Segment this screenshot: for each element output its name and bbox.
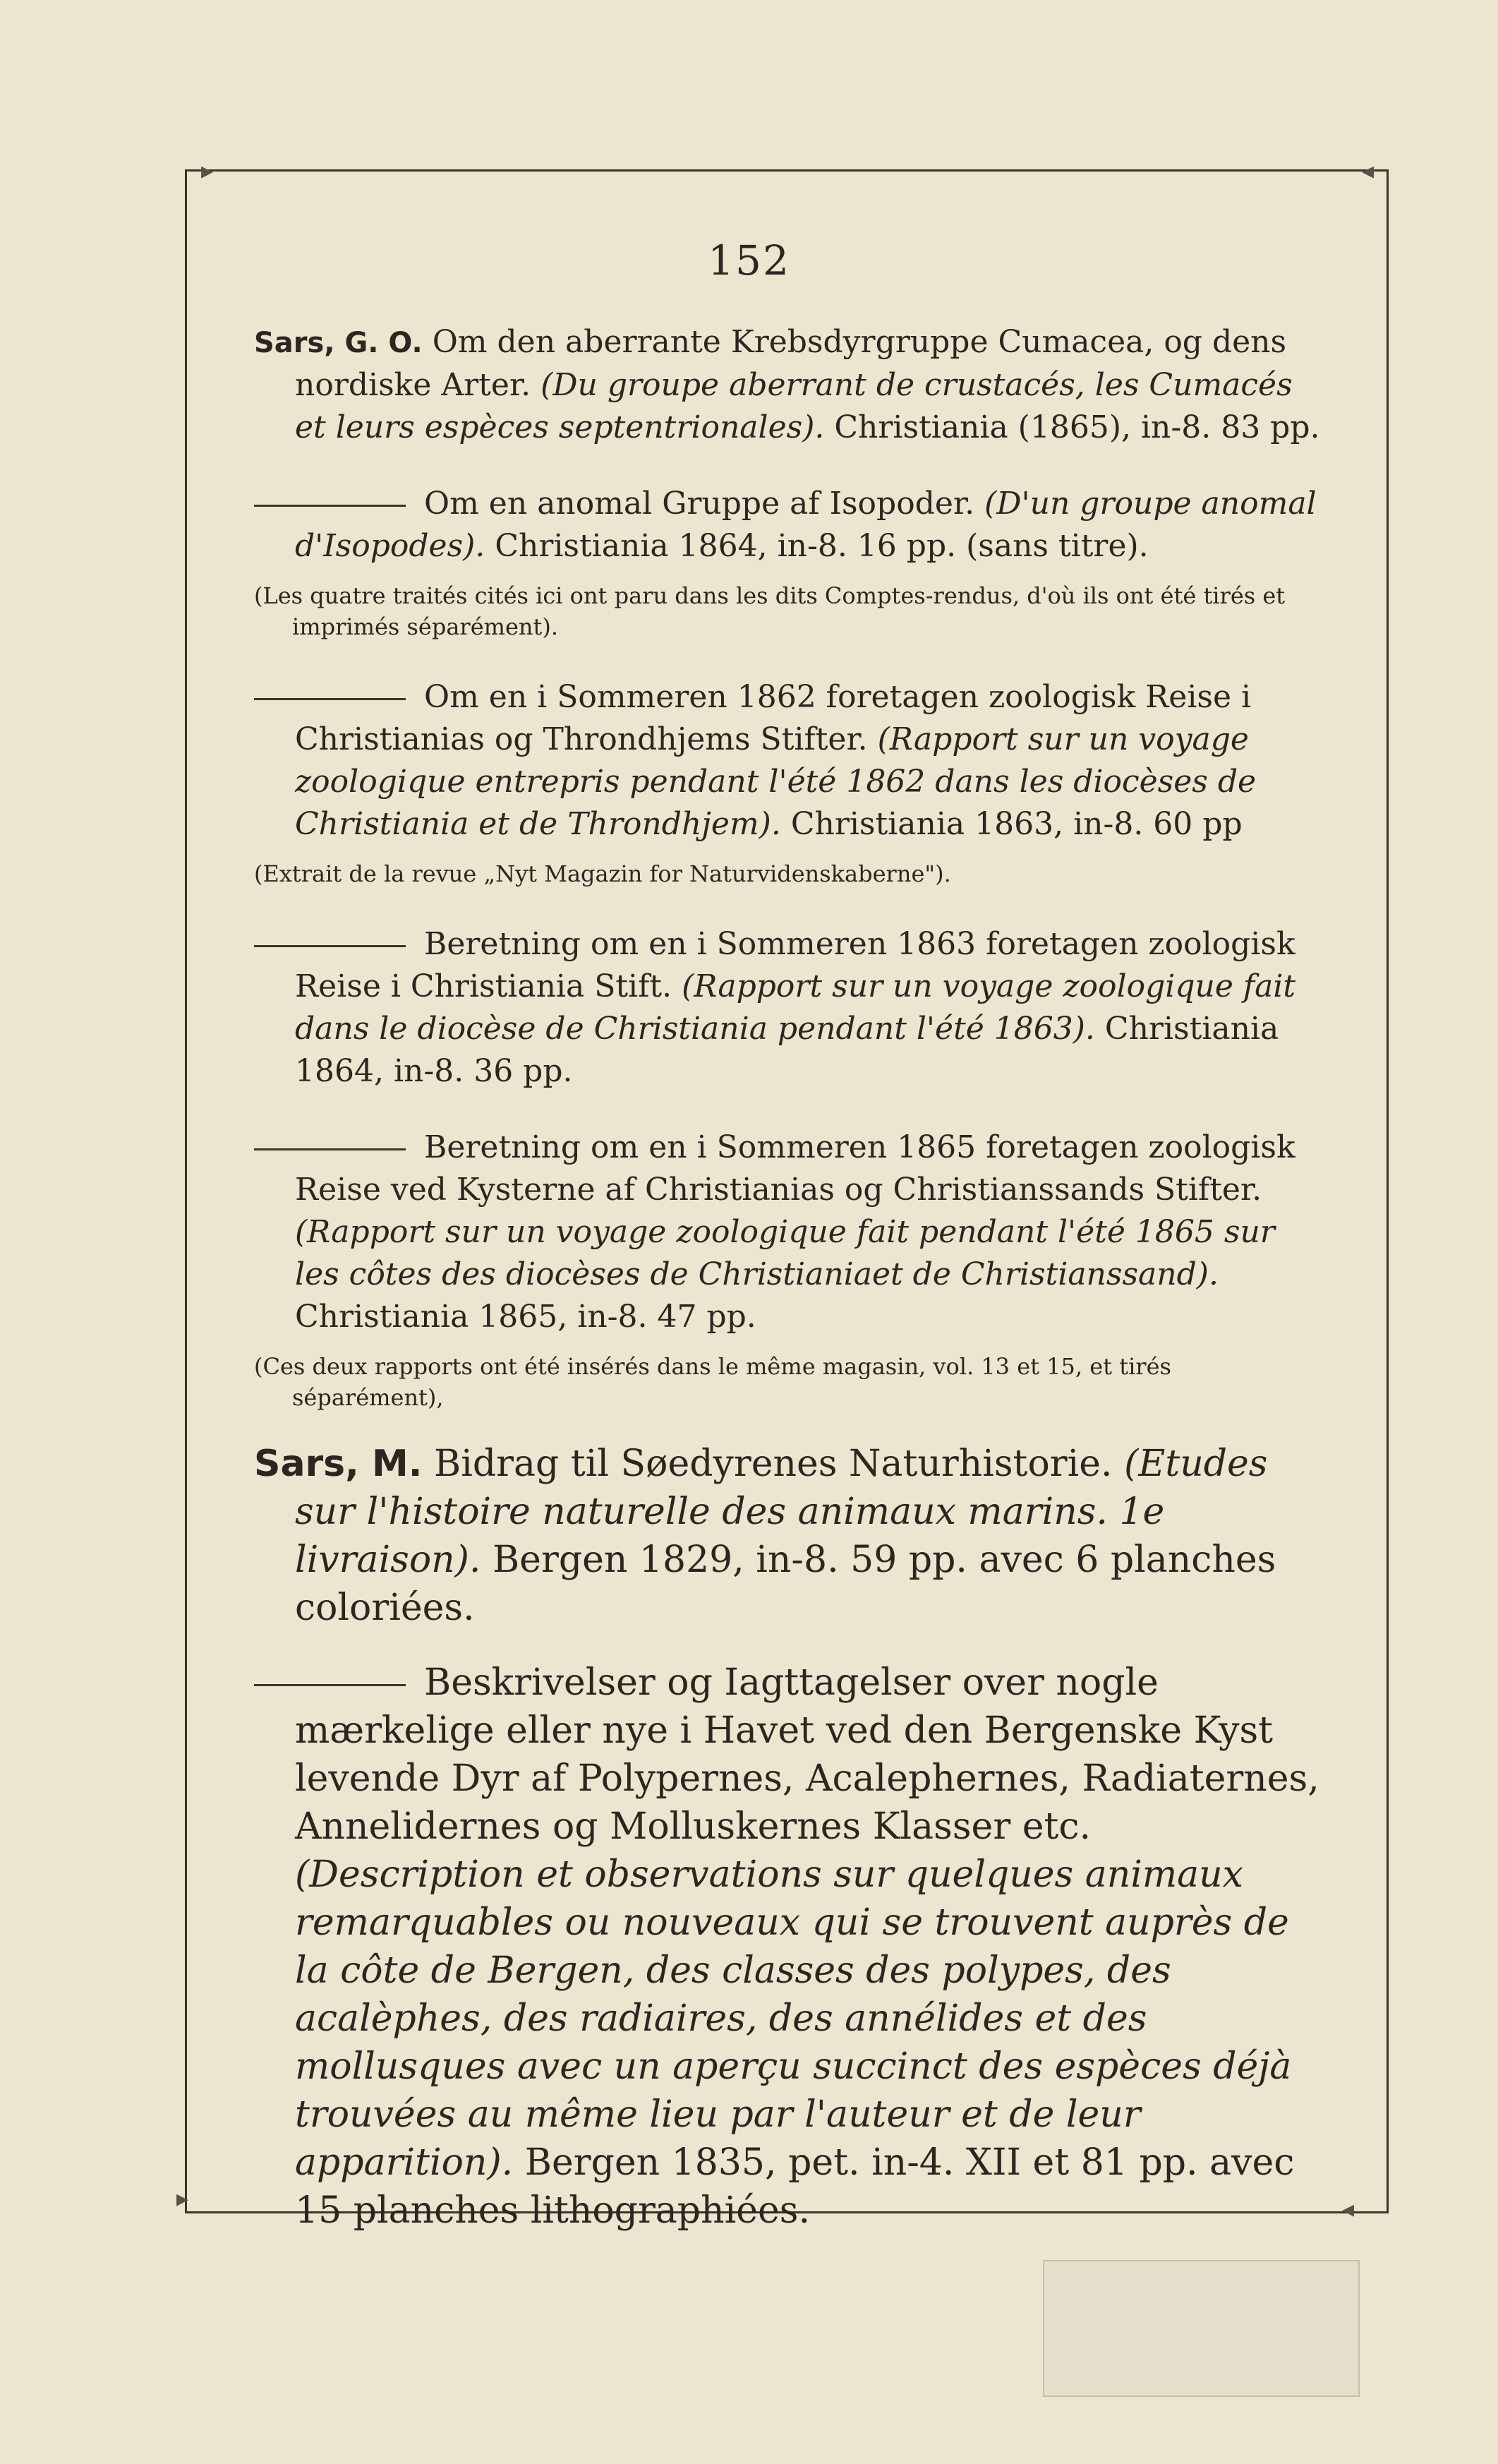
bibliography-entry	[254, 1440, 1327, 1632]
ditto-rule	[254, 505, 406, 507]
bibliography-entry	[254, 923, 1327, 1093]
ditto-rule	[254, 1148, 406, 1150]
entry-publication: Christiania 1864, in-8. 16 pp. (sans titre).	[495, 528, 1149, 564]
entry-publication: Bergen 1829, in-8. 59 pp. avec 6 planches coloriées.	[295, 1539, 1276, 1629]
entry-publication: Christiania (1865), in-8. 83 pp.	[834, 409, 1320, 445]
ditto-rule	[254, 945, 406, 947]
bibliography-entry	[254, 321, 1327, 449]
entry-author: Sars, G. O.	[254, 327, 423, 359]
bibliography-entry	[254, 483, 1327, 567]
entry-french-title: (Rapport sur un voyage zoologique entrepris pendant l'été 1862 dans les diocèses de Christiania et de Throndhjem).	[295, 721, 1257, 842]
entry-publication: Christiania 1864, in-8. 36 pp.	[295, 1011, 1279, 1089]
page-number: 152	[708, 236, 790, 284]
entry-publication: Bergen 1835, pet. in-4. XII et 81 pp. avec 15 planches lithographiées.	[295, 2141, 1295, 2232]
entry-note: (Les quatre traités cités ici ont paru dans les dits Comptes-rendus, d'où ils ont été tirés et imprimés séparément).	[254, 582, 1286, 640]
entry-french-title: (D'un groupe anomal d'Isopodes).	[295, 486, 1317, 564]
entry-title: Beskrivelser og Iagttagelser over nogle mærkelige eller nye i Havet ved den Bergenske Kyst levende Dyr af Polypernes, Acalephernes, Radiaternes, Annelidernes og Molluskernes Klasser etc.	[295, 1661, 1319, 1848]
entry-publication: Christiania 1863, in-8. 60 pp	[790, 806, 1243, 842]
entry-title: Om en i Sommeren 1862 foretagen zoologisk Reise i Christianias og Throndhjems Stifter.	[295, 679, 1252, 757]
corner-ornament-icon: ◂	[1342, 2195, 1355, 2223]
corner-ornament-icon: ▸	[176, 2184, 189, 2213]
corner-ornament-icon: ▸	[201, 157, 214, 185]
ditto-rule	[254, 1684, 406, 1686]
entry-publication: Christiania 1865, in-8. 47 pp.	[295, 1299, 756, 1335]
bibliography-entry	[254, 676, 1327, 846]
entry-title: Om den aberrante Krebsdyrgruppe Cumacea, og dens nordiske Arter.	[295, 324, 1287, 403]
mounting-stub	[1043, 2260, 1360, 2397]
entry-french-title: (Rapport sur un voyage zoologique fait pendant l'été 1865 sur les côtes des diocèses de Christianiaet de Christianssand).	[295, 1214, 1275, 1292]
entry-title: Beretning om en i Sommeren 1863 foretagen zoologisk Reise i Christiania Stift.	[295, 926, 1295, 1004]
entry-french-title: (Rapport sur un voyage zoologique fait dans le diocèse de Christiania pendant l'été 1863).	[295, 968, 1296, 1047]
entry-note: (Ces deux rapports ont été insérés dans le même magasin, vol. 13 et 15, et tirés séparément),	[254, 1353, 1171, 1411]
entry-title: Om en anomal Gruppe af Isopoder.	[424, 486, 975, 522]
entry-title: Beretning om en i Sommeren 1865 foretagen zoologisk Reise ved Kysterne af Christianias og Christianssands Stifter.	[295, 1129, 1295, 1208]
entry-french-title: (Description et observations sur quelques animaux remarquables ou nouveaux qui se trouvent auprès de la côte de Bergen, des classes des polypes, des acalèphes, des radiaires, des annélides et des mollusques avec un aperçu succinct des espèces déjà trouvées au même lieu par l'auteur et de leur apparition).	[295, 1853, 1292, 2184]
entry-french-title: (Etudes sur l'histoire naturelle des animaux marins. 1e livraison).	[295, 1443, 1268, 1581]
entry-author: Sars, M.	[254, 1443, 423, 1485]
ditto-rule	[254, 698, 406, 700]
entry-note: (Extrait de la revue „Nyt Magazin for Naturvidenskaberne").	[254, 860, 951, 887]
bibliography-entry	[254, 1126, 1327, 1338]
corner-ornament-icon: ◂	[1362, 157, 1375, 185]
entry-title: Bidrag til Søedyrenes Naturhistorie.	[434, 1443, 1113, 1485]
bibliography-list	[254, 321, 1327, 2235]
entry-french-title: (Du groupe aberrant de crustacés, les Cumacés et leurs espèces septentrionales).	[295, 367, 1293, 445]
bibliography-entry	[254, 1659, 1327, 2235]
